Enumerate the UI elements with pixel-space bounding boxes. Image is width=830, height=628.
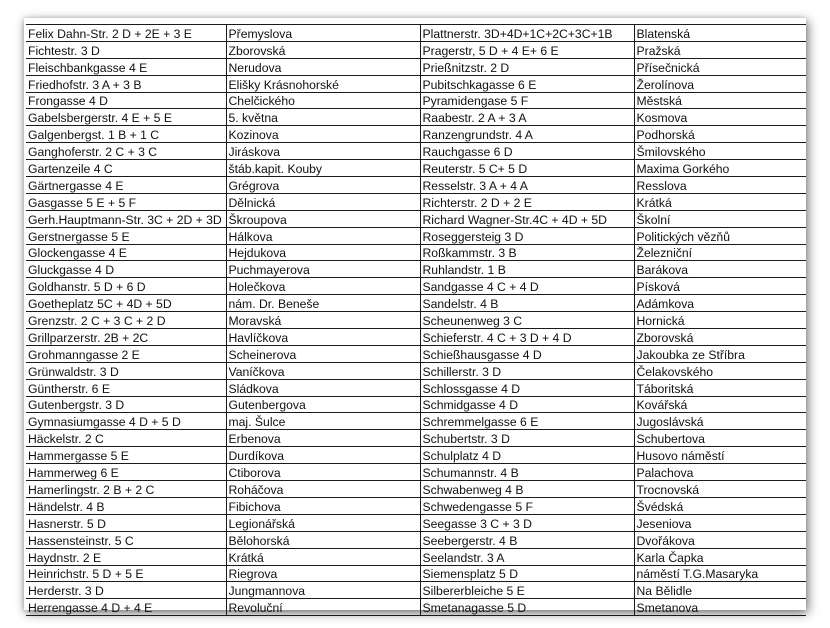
czech-street-cell: Kovářská: [634, 396, 806, 413]
table-row: [26, 362, 806, 379]
german-street-cell: Ranzengrundstr. 4 A: [420, 126, 634, 143]
german-street-cell: Felix Dahn-Str. 2 D + 2E + 3 E: [26, 25, 226, 42]
czech-street-cell: Puchmayerova: [226, 261, 420, 278]
czech-street-cell: Durdíkova: [226, 447, 420, 464]
german-street-cell: Goetheplatz 5C + 4D + 5D: [26, 295, 226, 312]
table-row: [26, 193, 806, 210]
czech-street-cell: Škroupova: [226, 210, 420, 227]
czech-street-cell: Táboritská: [634, 379, 806, 396]
table-row: [26, 75, 806, 92]
german-street-cell: Friedhofstr. 3 A + 3 B: [26, 75, 226, 92]
document-page: [24, 18, 806, 616]
table-row: [26, 261, 806, 278]
german-street-cell: Plattnerstr. 3D+4D+1C+2C+3C+1B: [420, 25, 634, 42]
german-street-cell: Häckelstr. 2 C: [26, 430, 226, 447]
table-row: [26, 413, 806, 430]
german-street-cell: Gymnasiumgasse 4 D + 5 D: [26, 413, 226, 430]
german-street-cell: Schlossgasse 4 D: [420, 379, 634, 396]
czech-street-cell: Čelakovského: [634, 362, 806, 379]
table-row: [26, 58, 806, 75]
czech-street-cell: Erbenova: [226, 430, 420, 447]
table-row: [26, 497, 806, 514]
czech-street-cell: Adámkova: [634, 295, 806, 312]
czech-street-cell: Na Bělidle: [634, 582, 806, 599]
table-row: [26, 565, 806, 582]
german-street-cell: Grünwaldstr. 3 D: [26, 362, 226, 379]
czech-street-cell: Havlíčkova: [226, 329, 420, 346]
german-street-cell: Fichtestr. 3 D: [26, 41, 226, 58]
table-row: [26, 278, 806, 295]
czech-street-cell: Kozinova: [226, 126, 420, 143]
table-row: [26, 464, 806, 481]
czech-street-cell: Gutenbergova: [226, 396, 420, 413]
czech-street-cell: Grégrova: [226, 177, 420, 194]
german-street-cell: Prießnitzstr. 2 D: [420, 58, 634, 75]
czech-street-cell: Sládkova: [226, 379, 420, 396]
czech-street-cell: Moravská: [226, 312, 420, 329]
german-street-cell: Schulplatz 4 D: [420, 447, 634, 464]
czech-street-cell: Městská: [634, 92, 806, 109]
czech-street-cell: Chelčického: [226, 92, 420, 109]
czech-street-cell: Přemyslova: [226, 25, 420, 42]
czech-street-cell: Školní: [634, 210, 806, 227]
czech-street-cell: Jeseniova: [634, 514, 806, 531]
table-row: [26, 430, 806, 447]
german-street-cell: Siemensplatz 5 D: [420, 565, 634, 582]
german-street-cell: Schremmelgasse 6 E: [420, 413, 634, 430]
german-street-cell: Reuterstr. 5 C+ 5 D: [420, 160, 634, 177]
czech-street-cell: Barákova: [634, 261, 806, 278]
czech-street-cell: maj. Šulce: [226, 413, 420, 430]
table-row: [26, 41, 806, 58]
german-street-cell: Gasgasse 5 E + 5 F: [26, 193, 226, 210]
german-street-cell: Hammerweg 6 E: [26, 464, 226, 481]
german-street-cell: Gerh.Hauptmann-Str. 3C + 2D + 3D: [26, 210, 226, 227]
czech-street-cell: Jiráskova: [226, 143, 420, 160]
czech-street-cell: štáb.kapit. Kouby: [226, 160, 420, 177]
german-street-cell: Herrengasse 4 D + 4 E: [26, 599, 226, 616]
table-row: [26, 312, 806, 329]
czech-street-cell: Politických vězňů: [634, 227, 806, 244]
table-row: [26, 227, 806, 244]
czech-street-cell: Husovo náměstí: [634, 447, 806, 464]
german-street-cell: Schmidgasse 4 D: [420, 396, 634, 413]
czech-street-cell: Smetanova: [634, 599, 806, 616]
german-street-cell: Resselstr. 3 A + 4 A: [420, 177, 634, 194]
czech-street-cell: Dělnická: [226, 193, 420, 210]
german-street-cell: Pragerstr, 5 D + 4 E+ 6 E: [420, 41, 634, 58]
german-street-cell: Hasnerstr. 5 D: [26, 514, 226, 531]
table-row: [26, 143, 806, 160]
german-street-cell: Raabestr. 2 A + 3 A: [420, 109, 634, 126]
czech-street-cell: Šmilovského: [634, 143, 806, 160]
german-street-cell: Ganghoferstr. 2 C + 3 C: [26, 143, 226, 160]
czech-street-cell: Hejdukova: [226, 244, 420, 261]
czech-street-cell: Schubertova: [634, 430, 806, 447]
german-street-cell: Gutenbergstr. 3 D: [26, 396, 226, 413]
table-row: [26, 345, 806, 362]
czech-street-cell: Podhorská: [634, 126, 806, 143]
czech-street-cell: Písková: [634, 278, 806, 295]
german-street-cell: Hammergasse 5 E: [26, 447, 226, 464]
german-street-cell: Roseggersteig 3 D: [420, 227, 634, 244]
german-street-cell: Ruhlandstr. 1 B: [420, 261, 634, 278]
czech-street-cell: Scheinerova: [226, 345, 420, 362]
german-street-cell: Sandgasse 4 C + 4 D: [420, 278, 634, 295]
czech-street-cell: Žerolínova: [634, 75, 806, 92]
german-street-cell: Scheunenweg 3 C: [420, 312, 634, 329]
german-street-cell: Richterstr. 2 D + 2 E: [420, 193, 634, 210]
czech-street-cell: Nerudova: [226, 58, 420, 75]
german-street-cell: Schubertstr. 3 D: [420, 430, 634, 447]
table-row: [26, 210, 806, 227]
table-body: [26, 25, 806, 616]
german-street-cell: Schwabenweg 4 B: [420, 481, 634, 498]
czech-street-cell: Revoluční: [226, 599, 420, 616]
czech-street-cell: Krátká: [226, 548, 420, 565]
czech-street-cell: Bělohorská: [226, 531, 420, 548]
czech-street-cell: Fibichova: [226, 497, 420, 514]
czech-street-cell: nám. Dr. Beneše: [226, 295, 420, 312]
german-street-cell: Pyramidengase 5 F: [420, 92, 634, 109]
table-row: [26, 126, 806, 143]
german-street-cell: Gluckgasse 4 D: [26, 261, 226, 278]
german-street-cell: Gerstnergasse 5 E: [26, 227, 226, 244]
table-row: [26, 548, 806, 565]
german-street-cell: Frongasse 4 D: [26, 92, 226, 109]
table-row: [26, 25, 806, 42]
czech-street-cell: Přísečnická: [634, 58, 806, 75]
table-row: [26, 177, 806, 194]
german-street-cell: Grohmanngasse 2 E: [26, 345, 226, 362]
table-row: [26, 447, 806, 464]
czech-street-cell: Hálkova: [226, 227, 420, 244]
czech-street-cell: Holečkova: [226, 278, 420, 295]
german-street-cell: Händelstr. 4 B: [26, 497, 226, 514]
czech-street-cell: náměstí T.G.Masaryka: [634, 565, 806, 582]
czech-street-cell: Trocnovská: [634, 481, 806, 498]
german-street-cell: Schieferstr. 4 C + 3 D + 4 D: [420, 329, 634, 346]
german-street-cell: Grenzstr. 2 C + 3 C + 2 D: [26, 312, 226, 329]
table-row: [26, 582, 806, 599]
czech-street-cell: Resslova: [634, 177, 806, 194]
street-name-table: [26, 24, 806, 616]
german-street-cell: Fleischbankgasse 4 E: [26, 58, 226, 75]
german-street-cell: Pubitschkagasse 6 E: [420, 75, 634, 92]
german-street-cell: Haydnstr. 2 E: [26, 548, 226, 565]
czech-street-cell: Ctiborova: [226, 464, 420, 481]
german-street-cell: Rauchgasse 6 D: [420, 143, 634, 160]
czech-street-cell: Zborovská: [226, 41, 420, 58]
german-street-cell: Smetanagasse 5 D: [420, 599, 634, 616]
german-street-cell: Gärtnergasse 4 E: [26, 177, 226, 194]
czech-street-cell: Dvořákova: [634, 531, 806, 548]
czech-street-cell: Roháčova: [226, 481, 420, 498]
german-street-cell: Sandelstr. 4 B: [420, 295, 634, 312]
german-street-cell: Galgenbergst. 1 B + 1 C: [26, 126, 226, 143]
czech-street-cell: Elišky Krásnohorské: [226, 75, 420, 92]
german-street-cell: Goldhanstr. 5 D + 6 D: [26, 278, 226, 295]
czech-street-cell: Krátká: [634, 193, 806, 210]
german-street-cell: Gartenzeile 4 C: [26, 160, 226, 177]
german-street-cell: Schießhausgasse 4 D: [420, 345, 634, 362]
german-street-cell: Silbererbleiche 5 E: [420, 582, 634, 599]
czech-street-cell: Karla Čapka: [634, 548, 806, 565]
czech-street-cell: Jugoslávská: [634, 413, 806, 430]
german-street-cell: Glockengasse 4 E: [26, 244, 226, 261]
table-row: [26, 379, 806, 396]
czech-street-cell: Zborovská: [634, 329, 806, 346]
german-street-cell: Richard Wagner-Str.4C + 4D + 5D: [420, 210, 634, 227]
german-street-cell: Grillparzerstr. 2B + 2C: [26, 329, 226, 346]
table-row: [26, 244, 806, 261]
german-street-cell: Güntherstr. 6 E: [26, 379, 226, 396]
table-row: [26, 92, 806, 109]
german-street-cell: Roßkammstr. 3 B: [420, 244, 634, 261]
table-row: [26, 481, 806, 498]
german-street-cell: Seebergerstr. 4 B: [420, 531, 634, 548]
table-row: [26, 109, 806, 126]
table-row: [26, 295, 806, 312]
czech-street-cell: Legionářská: [226, 514, 420, 531]
german-street-cell: Heinrichstr. 5 D + 5 E: [26, 565, 226, 582]
german-street-cell: Seelandstr. 3 A: [420, 548, 634, 565]
german-street-cell: Seegasse 3 C + 3 D: [420, 514, 634, 531]
czech-street-cell: Železniční: [634, 244, 806, 261]
table-row: [26, 514, 806, 531]
german-street-cell: Herderstr. 3 D: [26, 582, 226, 599]
czech-street-cell: Palachova: [634, 464, 806, 481]
german-street-cell: Schillerstr. 3 D: [420, 362, 634, 379]
czech-street-cell: Blatenská: [634, 25, 806, 42]
czech-street-cell: Vaníčkova: [226, 362, 420, 379]
german-street-cell: Hassensteinstr. 5 C: [26, 531, 226, 548]
german-street-cell: Schumannstr. 4 B: [420, 464, 634, 481]
german-street-cell: Hamerlingstr. 2 B + 2 C: [26, 481, 226, 498]
czech-street-cell: Jungmannova: [226, 582, 420, 599]
table-row: [26, 396, 806, 413]
table-row: [26, 160, 806, 177]
czech-street-cell: Riegrova: [226, 565, 420, 582]
german-street-cell: Schwedengasse 5 F: [420, 497, 634, 514]
table-row: [26, 599, 806, 616]
table-row: [26, 531, 806, 548]
czech-street-cell: Jakoubka ze Stříbra: [634, 345, 806, 362]
czech-street-cell: 5. května: [226, 109, 420, 126]
czech-street-cell: Maxima Gorkého: [634, 160, 806, 177]
table-row: [26, 329, 806, 346]
czech-street-cell: Švédská: [634, 497, 806, 514]
czech-street-cell: Pražská: [634, 41, 806, 58]
czech-street-cell: Kosmova: [634, 109, 806, 126]
czech-street-cell: Hornická: [634, 312, 806, 329]
german-street-cell: Gabelsbergerstr. 4 E + 5 E: [26, 109, 226, 126]
